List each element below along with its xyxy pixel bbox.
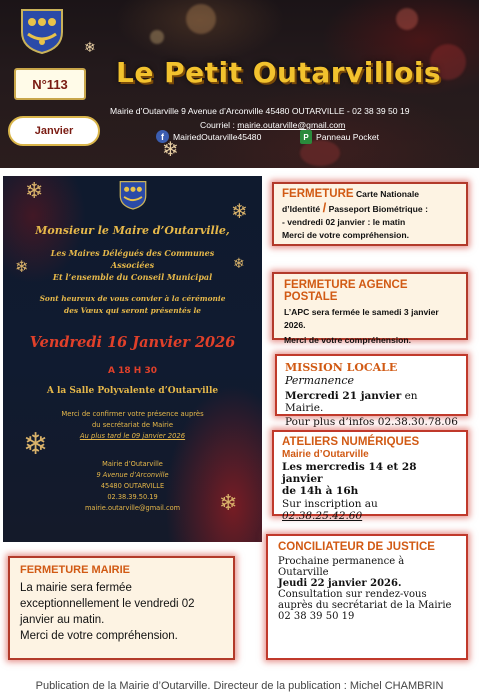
poster-confirm: du secrétariat de Mairie (91, 421, 173, 429)
box-text: 2026. (284, 320, 306, 330)
box-text: Consultation sur rendez-vous (278, 589, 427, 600)
poster-contact: 02.38.39.50.19 (107, 493, 158, 501)
poster-line: Sont heureux de vous convier à la cérémonie (39, 294, 226, 303)
box-fermeture-agence-postale (272, 272, 468, 345)
box-text: auprès du secrétariat de la Mairie (278, 600, 452, 611)
poster-confirm: Au plus tard le 09 janvier 2026 (79, 432, 186, 440)
box-text: Sur inscription au (282, 498, 378, 510)
box-text: exceptionnellement le vendredi 02 (20, 598, 195, 610)
month-label: Janvier (8, 116, 100, 146)
voeux-invitation-poster (3, 176, 262, 542)
box-text: janvier au matin. (20, 614, 105, 626)
panneau-pocket-icon: P (300, 130, 312, 144)
box-subheading: Permanence (285, 374, 355, 387)
box-subheading: Mairie d’Outarville (282, 449, 369, 460)
box-text: Pour plus d’infos 02.38.30.78.06 (285, 416, 458, 428)
box-heading: FERMETURE MAIRIE (20, 564, 130, 576)
issue-number: N°113 (14, 68, 86, 100)
box-text: Jeudi 22 janvier 2026. (278, 578, 402, 589)
bokeh-light (186, 4, 216, 34)
box-fermeture-mairie (8, 556, 235, 660)
poster-place: A la Salle Polyvalente d’Outarville (46, 386, 219, 396)
poster-contact: Mairie d’Outarville (102, 460, 163, 468)
box-heading: FERMETURE (282, 188, 354, 200)
bokeh-light (396, 8, 418, 30)
poster-date: Vendredi 16 Janvier 2026 (29, 334, 236, 351)
box-text: L’APC sera fermée le samedi 3 janvier (284, 307, 439, 317)
courriel-line (200, 120, 345, 130)
poster-line: Et l’ensemble du Conseil Municipal (52, 272, 213, 282)
box-text: Prochaine permanence à (278, 556, 405, 567)
box-text: 02 38 39 50 19 (278, 611, 355, 622)
poster-contact: 45480 OUTARVILLE (100, 482, 165, 490)
box-text: Passeport Biométrique : (328, 204, 428, 214)
snowflake-icon: ❄ (233, 255, 245, 271)
box-heading: CONCILIATEUR DE JUSTICE (278, 541, 435, 553)
crest-icon (119, 180, 147, 210)
box-fermeture-carte (272, 182, 468, 246)
box-text: Merci de votre compréhension. (20, 630, 178, 642)
poster-line: Monsieur le Maire d’Outarville, (35, 224, 230, 237)
snowflake-icon: ❄ (84, 39, 96, 55)
panneau-pocket-label: Panneau Pocket (316, 132, 380, 142)
box-ateliers-numeriques (272, 430, 468, 522)
newsletter-title: Le Petit Outarvillois (116, 56, 442, 89)
mairie-address: Mairie d’Outarville 9 Avenue d’Arconville 45480 OUTARVILLE - 02 38 39 50 19 (110, 106, 410, 116)
crest-icon (20, 8, 64, 54)
snowflake-icon: ❄ (231, 201, 248, 223)
snowflake-icon: ❄ (219, 490, 238, 515)
snowflake-icon: ❄ (23, 428, 49, 461)
poster-time: A 18 H 30 (108, 366, 157, 376)
box-text: Merci de votre compréhension. (282, 230, 410, 240)
ateliers-phone-link[interactable]: 02.38.25.42.60 (282, 510, 363, 522)
snowflake-icon: ❄ (162, 139, 179, 161)
box-text: - vendredi 02 janvier : le matin (282, 217, 406, 227)
facebook-label: MairiedOutarville45480 (173, 131, 262, 142)
bokeh-light (150, 30, 164, 44)
box-text: Carte Nationale (355, 189, 419, 199)
poster-line: des Vœux qui seront présentés le (64, 306, 201, 315)
box-mission-locale (275, 354, 468, 428)
box-heading: MISSION LOCALE (285, 361, 398, 374)
box-text: de 14h à 16h (282, 485, 359, 497)
courriel-label: Courriel : (200, 120, 235, 130)
poster-line: Les Maires Délégués des Communes (50, 248, 215, 258)
box-heading: FERMETURE AGENCE POSTALE (284, 279, 408, 303)
snowflake-icon: ❄ (25, 178, 44, 203)
header-banner (0, 0, 479, 168)
facebook-icon: f (156, 130, 169, 143)
poster-contact: 9 Avenue d’Arconville (96, 471, 169, 479)
publication-footer: Publication de la Mairie d’Outarville. Directeur de la publication : Michel CHAMBRIN (35, 680, 444, 692)
poster-contact: mairie.outarville@gmail.com (84, 504, 181, 512)
box-text: Mercredi 21 janvier (285, 390, 402, 402)
box-text: en Mairie. (285, 390, 418, 414)
box-text: Les mercredis 14 et 28 janvier (282, 461, 417, 485)
snowflake-icon: ❄ (15, 259, 29, 276)
box-text: La mairie sera fermée (20, 582, 132, 594)
box-text: d’Identité (282, 204, 321, 214)
box-text: Outarville (278, 567, 329, 578)
box-text: Merci de votre compréhension. (284, 335, 412, 345)
box-conciliateur-justice (266, 534, 468, 660)
poster-confirm: Merci de confirmer votre présence auprès (61, 410, 204, 418)
separator: / (322, 200, 327, 215)
poster-line: Associées (110, 260, 155, 270)
panneau-pocket-row[interactable] (300, 130, 379, 144)
courriel-email-link[interactable]: mairie.outarville@gmail.com (237, 120, 346, 130)
box-heading: ATELIERS NUMÉRIQUES (282, 436, 420, 448)
